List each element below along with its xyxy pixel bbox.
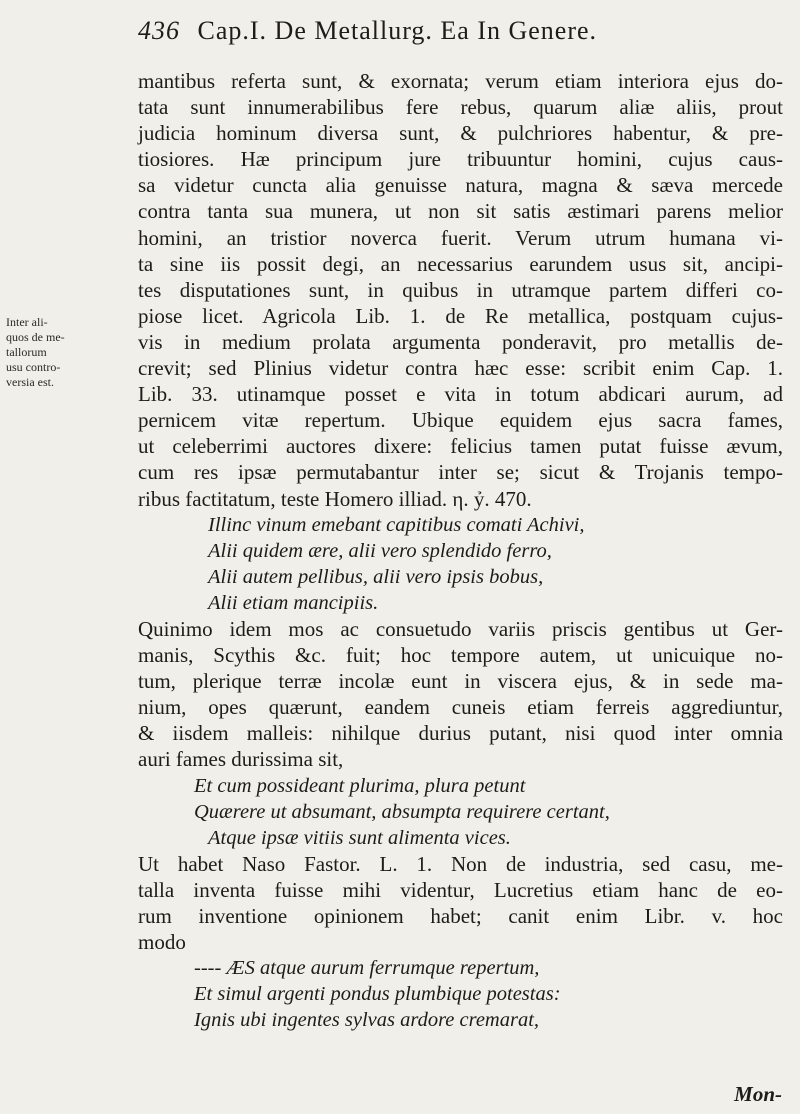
text-line: tes disputationes sunt, in quibus in utramque partem differi co- [138, 277, 783, 302]
verse-line: Atque ipsæ vitiis sunt alimenta vices. [208, 826, 511, 849]
running-header [138, 16, 778, 46]
text-line: mantibus referta sunt, & exornata; verum etiam interiora ejus do- [138, 69, 783, 93]
marginal-note [6, 315, 86, 390]
text-line: talla inventa fuisse mihi videntur, Lucretius etiam hanc de eo- [138, 877, 783, 902]
verse-line: Alii autem pellibus, alii vero ipsis bobus, [208, 565, 544, 588]
text-line: rum inventione opinionem habet; canit enim Libr. v. hoc [138, 904, 783, 928]
text-line: ut celeberrimi auctores dixere: felicius tamen putat fuisse ævum, [138, 434, 783, 459]
verse-line: Alii etiam mancipiis. [208, 591, 379, 614]
text-line: sa videtur cuncta alia genuisse natura, magna & sæva mercede [138, 173, 783, 198]
text-line: cum res ipsæ permutabantur inter se; sicut & Trojanis tempo- [138, 460, 783, 485]
text-line: tum, plerique terræ incolæ eunt in viscera ejus, & in sede ma- [138, 669, 783, 694]
verse-line: Alii quidem ære, alii vero splendido ferro, [208, 539, 552, 562]
verse-line: Et simul argenti pondus plumbique potestas: [194, 983, 561, 1006]
text-line: pernicem vitæ repertum. Ubique equidem ejus sacra fames, [138, 408, 783, 433]
verse-line: Ignis ubi ingentes sylvas ardore cremarat, [194, 1009, 540, 1032]
text-line: Ut habet Naso Fastor. L. 1. Non de industria, sed casu, me- [138, 851, 783, 876]
catchword: Mon- [734, 1082, 782, 1106]
text-body [138, 68, 783, 1033]
marginal-note-line: versia est. [6, 375, 54, 389]
text-line: judicia hominum diversa sunt, & pulchriores habentur, & pre- [138, 121, 783, 146]
text-line: crevit; sed Plinius videtur contra hæc esse: scribit enim Cap. 1. [138, 356, 783, 381]
page-number: 436 [138, 16, 180, 45]
verse-line: ---- ÆS atque aurum ferrumque repertum, [194, 957, 540, 980]
running-title: Cap.I. De Metallurg. Ea In Genere. [197, 16, 598, 45]
marginal-note-line: quos de me- [6, 330, 65, 344]
text-line: Quinimo idem mos ac consuetudo variis priscis gentibus ut Ger- [138, 616, 783, 641]
verse-line: Et cum possideant plurima, plura petunt [194, 774, 526, 797]
text-line: tata sunt innumerabilibus fere rebus, quarum aliæ aliis, prout [138, 95, 783, 120]
text-line: auri fames durissima sit, [138, 747, 344, 772]
marginal-note-line: Inter ali- [6, 315, 48, 329]
text-line: Lib. 33. utinamque posset e vita in totum abdicari aurum, ad [138, 382, 783, 407]
marginal-note-line: usu contro- [6, 360, 61, 374]
text-line: manis, Scythis &c. fuit; hoc tempore autem, ut unicuique no- [138, 643, 783, 668]
text-line: & iisdem malleis: nihilque durius putant, nisi quod inter omnia [138, 721, 783, 746]
text-line: piose licet. Agricola Lib. 1. de Re metallica, postquam cujus- [138, 303, 783, 328]
text-line: nium, opes quærunt, eandem cuneis etiam ferreis aggrediuntur, [138, 695, 783, 720]
text-line: modo [138, 930, 186, 955]
verse-line: Quærere ut absumant, absumpta requirere certant, [194, 800, 610, 823]
text-line: tiosiores. Hæ principum jure tribuuntur homini, cujus caus- [138, 147, 783, 172]
marginal-note-line: tallorum [6, 345, 47, 359]
verse-line: Illinc vinum emebant capitibus comati Achivi, [208, 513, 585, 536]
text-line: ta sine iis possit degi, an necessarius earundem usus sit, ancipi- [138, 251, 783, 276]
text-line: contra tanta sua munera, ut non sit satis æstimari parens melior [138, 199, 783, 224]
text-line: homini, an tristior noverca fuerit. Verum utrum humana vi- [138, 225, 783, 250]
text-line: vis in medium prolata argumenta ponderavit, pro metallis de- [138, 329, 783, 354]
text-line: ribus factitatum, teste Homero illiad. η. ỷ. 470. [138, 486, 532, 511]
